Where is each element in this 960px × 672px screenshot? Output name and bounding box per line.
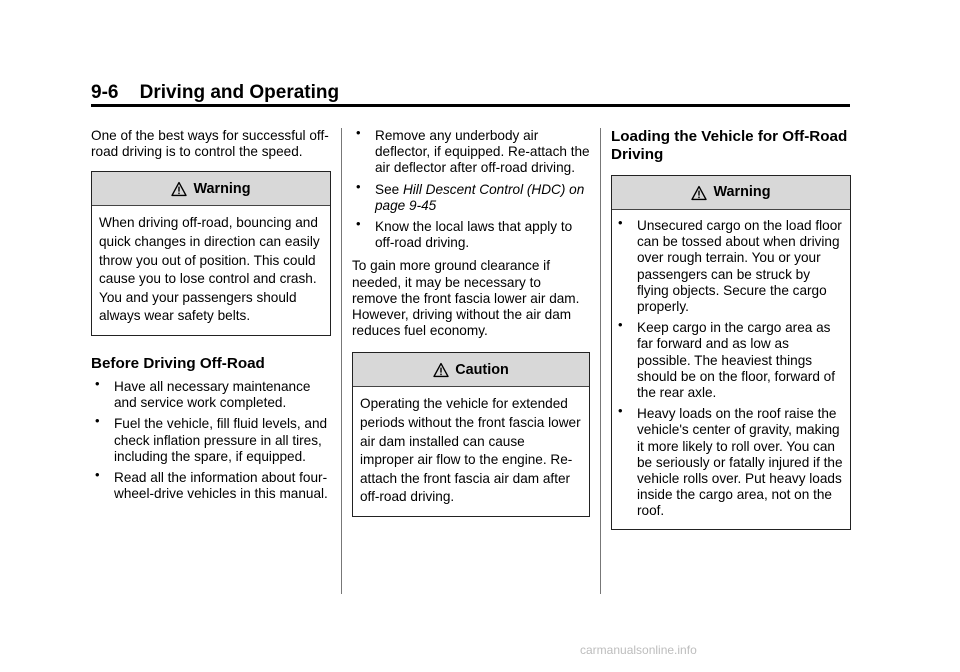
warning-title: Warning <box>713 184 771 201</box>
warning-text: When driving off-road, bouncing and quick changes in direction can easily throw you out of position. This could cause you to lose control and crash. You and your passengers should always wear safety belts. <box>99 215 320 324</box>
watermark: carmanualsonline.info <box>580 643 697 657</box>
column-2 <box>352 128 590 517</box>
caution-title: Caution <box>455 361 509 378</box>
list-item: • Keep cargo in the cargo area as far forward and as low as possible. The heaviest things should be on the floor, forward of the rear axle. <box>614 320 843 401</box>
column-divider-2 <box>600 128 601 594</box>
before-driving-list <box>91 379 331 502</box>
list-item: • Fuel the vehicle, fill fluid levels, and check inflation pressure in all tires, including the spare, if equipped. <box>91 416 331 465</box>
list-item: • Remove any underbody air deflector, if equipped. Re-attach the air deflector after off-road driving. <box>352 128 590 177</box>
warning-box-1 <box>91 171 331 336</box>
chapter-title: Driving and Operating <box>139 82 340 103</box>
warning-icon <box>691 185 707 201</box>
warning-box-header <box>92 172 330 206</box>
see-prefix: See <box>375 181 403 197</box>
warning-box-2 <box>611 175 851 530</box>
list-item: • Heavy loads on the roof raise the vehicle's center of gravity, making it more likely to roll over. You can be seriously or fatally injured if the vehicle rolls over. Put heavy loads inside the cargo area, not on the roof. <box>614 406 843 519</box>
list-item: • Have all necessary maintenance and service work completed. <box>91 379 331 411</box>
column-1 <box>91 128 331 502</box>
list-item: • Unsecured cargo on the load floor can be tossed about when driving over rough terrain. You or your passengers can be struck by flying objects. Secure the cargo properly. <box>614 218 843 315</box>
page-title <box>91 82 851 104</box>
list-item <box>352 182 590 214</box>
section-heading-before-driving: Before Driving Off-Road <box>91 354 265 372</box>
page-header <box>91 82 851 104</box>
loading-warning-list <box>614 218 843 520</box>
column-divider-1 <box>341 128 342 594</box>
intro-paragraph: One of the best ways for successful off-road driving is to control the speed. <box>91 128 329 160</box>
warning-box-header <box>612 176 850 210</box>
list-item: • Read all the information about four-wheel-drive vehicles in this manual. <box>91 470 331 502</box>
header-rule <box>91 104 850 107</box>
caution-text: Operating the vehicle for extended periods without the front fascia lower air dam installed can cause improper air flow to the engine. Re-attach the front fascia air dam after off-road driving. <box>360 396 581 505</box>
cross-reference-link[interactable]: Hill Descent Control (HDC) on page 9-45 <box>375 181 585 213</box>
section-heading-loading: Loading the Vehicle for Off-Road Driving <box>611 128 848 163</box>
caution-box-header <box>353 353 589 387</box>
caution-box <box>352 352 590 517</box>
caution-icon <box>433 362 449 378</box>
warning-title: Warning <box>193 180 251 197</box>
preparation-list <box>352 128 590 251</box>
list-item: • Know the local laws that apply to off-road driving. <box>352 219 590 251</box>
ground-clearance-paragraph: To gain more ground clearance if needed, it may be necessary to remove the front fascia lower air dam. However, driving without the air dam reduces fuel economy. <box>352 258 580 339</box>
column-3 <box>611 128 851 530</box>
warning-body <box>612 210 850 529</box>
warning-icon <box>171 181 187 197</box>
page-number: 9-6 <box>91 82 119 103</box>
